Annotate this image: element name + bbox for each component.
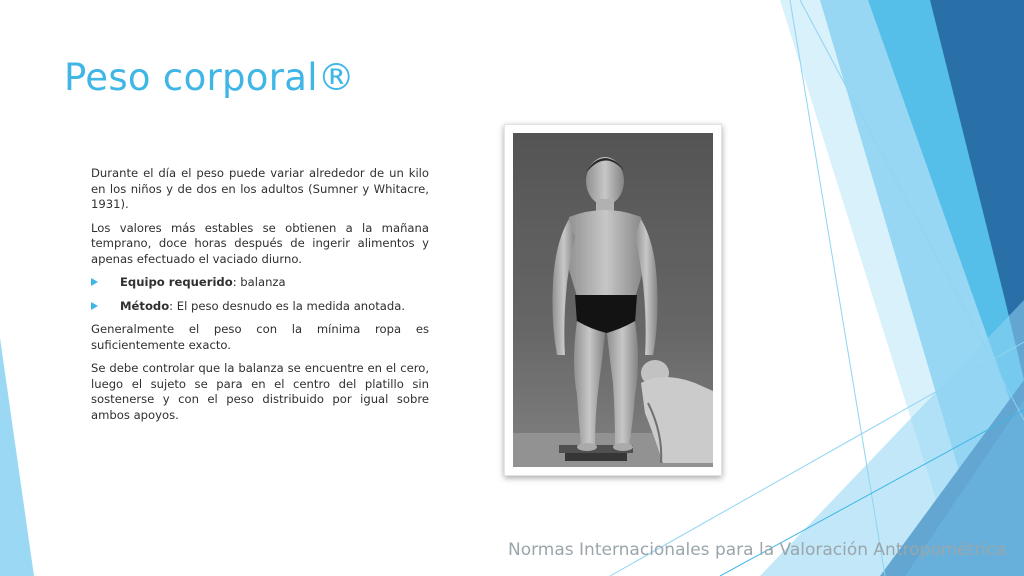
bullet-text: : El peso desnudo es la medida anotada. — [169, 298, 406, 313]
footer-text: Normas Internacionales para la Valoración Antropométrica — [508, 540, 1006, 560]
person-on-scale-photo — [513, 133, 713, 467]
slide-title: Peso corporal® — [64, 56, 356, 99]
paragraph: Generalmente el peso con la mínima ropa es suficientemente exacto. — [91, 322, 429, 352]
triangle-bullet-icon — [91, 278, 98, 286]
photo-frame — [504, 124, 722, 476]
bullet-item — [91, 275, 429, 291]
paragraph: Durante el día el peso puede variar alrededor de un kilo en los niños y de dos en los adultos (Sumner y Whitacre, 1931). — [91, 166, 429, 211]
triangle-bullet-icon — [91, 302, 98, 310]
bullet-text: : balanza — [232, 275, 286, 289]
slide-body — [91, 166, 429, 431]
bullet-label: Método — [120, 298, 170, 313]
bullet-item — [91, 299, 429, 315]
paragraph: Se debe controlar que la balanza se encuentre en el cero, luego el sujeto se para en el centro del platillo sin sostenerse y con el peso distribuido por igual sobre ambos apoyos. — [91, 361, 429, 422]
paragraph: Los valores más estables se obtienen a la mañana temprano, doce horas después de ingerir alimentos y apenas efectuado el vaciado diurno. — [91, 220, 429, 266]
bullet-label: Equipo requerido — [120, 275, 233, 289]
